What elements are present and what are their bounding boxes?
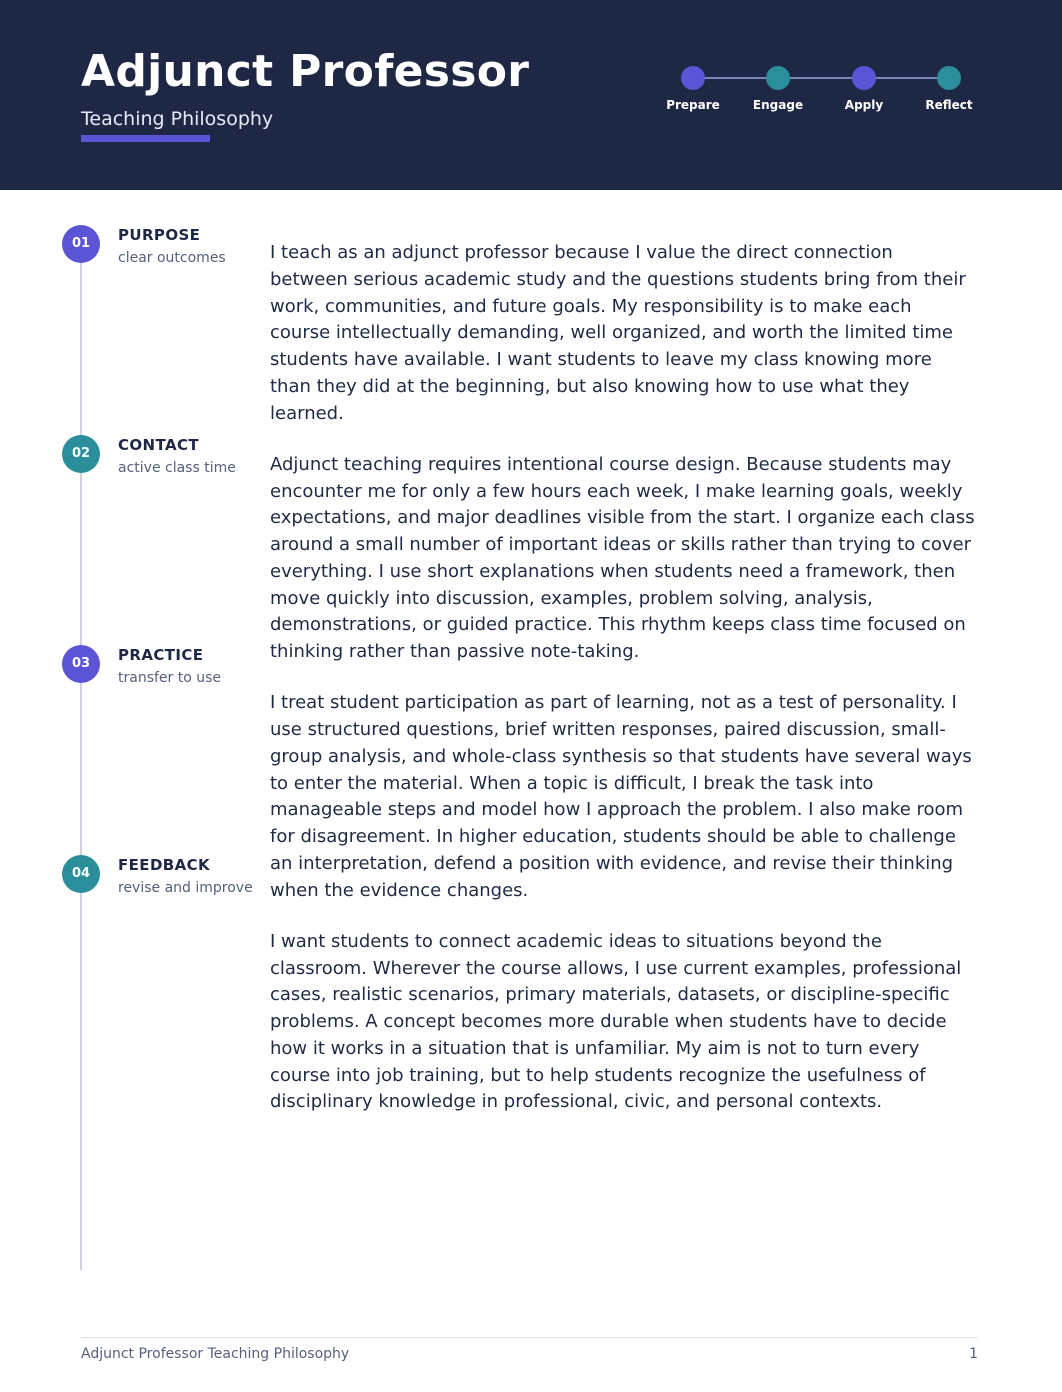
process-step-prepare — [648, 66, 738, 112]
stage-title-feedback: FEEDBACK — [118, 856, 211, 874]
page-number: 1 — [969, 1346, 978, 1362]
process-step-label: Reflect — [925, 98, 973, 112]
process-dot — [937, 66, 961, 90]
process-step-engage — [733, 66, 823, 112]
stage-subtitle: revise and improve — [118, 880, 253, 896]
stage-number-badge: 01 — [62, 225, 100, 263]
stage-number-badge: 04 — [62, 855, 100, 893]
stage-subtitle: active class time — [118, 460, 236, 476]
process-step-label: Prepare — [666, 98, 720, 112]
process-step-apply — [819, 66, 909, 112]
paragraph: I want students to connect academic ideas to situations beyond the classroom. Wherever the course allows, I use current examples, professional cases, realistic scenarios, primary materials, datasets, or discipline-specific problems. A concept becomes more durable when students have to decide how it works in a situation that is unfamiliar. My aim is not to turn every course into job training, but to help students recognize the usefulness of disciplinary knowledge in professional, civic, and personal contexts. — [270, 930, 962, 1113]
footer-divider — [81, 1337, 978, 1338]
process-step-reflect — [904, 66, 994, 112]
body-text — [270, 240, 975, 1141]
paragraph: Adjunct teaching requires intentional course design. Because students may encounter me for only a few hours each week, I make learning goals, weekly expectations, and major deadlines visible from the start. I organize each class around a small number of important ideas or skills rather than trying to cover everything. I use short explanations when students need a framework, then move quickly into discussion, examples, problem solving, analysis, demonstrations, or guided practice. This rhythm keeps class time focused on thinking rather than passive note-taking. — [270, 453, 975, 662]
stage-subtitle: clear outcomes — [118, 250, 226, 266]
subtitle-accent-bar — [81, 135, 210, 142]
timeline-line — [80, 244, 82, 1270]
page-subtitle: Teaching Philosophy — [81, 108, 274, 130]
process-dot — [766, 66, 790, 90]
stage-title-practice: PRACTICE — [118, 646, 204, 664]
stage-number-badge: 02 — [62, 435, 100, 473]
process-step-label: Apply — [844, 98, 884, 112]
process-dot — [852, 66, 876, 90]
page-title: Adjunct Professor — [81, 46, 530, 97]
paragraph: I treat student participation as part of learning, not as a test of personality. I use structured questions, brief written responses, paired discussion, small-group analysis, and whole-class synthesis so that students have several ways to enter the material. When a topic is difficult, I break the task into manageable steps and model how I approach the problem. I also make room for disagreement. In higher education, students should be able to challenge an interpretation, defend a position with evidence, and revise their thinking when the evidence changes. — [270, 692, 972, 901]
paragraph: I teach as an adjunct professor because I value the direct connection between serious academic study and the questions students bring from their work, communities, and future goals. My responsibility is to make each course intellectually demanding, well organized, and worth the limited time students have available. I want students to leave my class knowing more than they did at the beginning, but also knowing how to use what they learned. — [270, 242, 966, 424]
stage-title-contact: CONTACT — [118, 436, 200, 454]
header-banner — [0, 0, 1062, 190]
stage-subtitle: transfer to use — [118, 670, 222, 686]
process-step-label: Engage — [752, 98, 804, 112]
stage-number-badge: 03 — [62, 645, 100, 683]
footer-text: Adjunct Professor Teaching Philosophy — [81, 1346, 350, 1362]
stage-title-purpose: PURPOSE — [118, 226, 201, 244]
process-dot — [681, 66, 705, 90]
